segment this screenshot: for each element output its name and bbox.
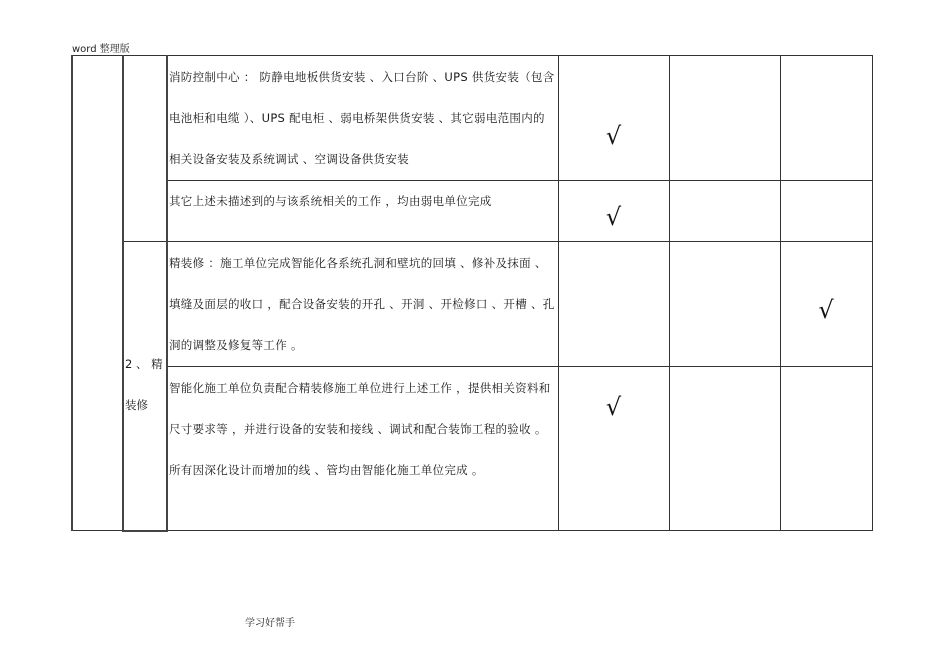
checkmark-icon: √ [818, 296, 834, 324]
row-3-col1-cell [558, 242, 669, 367]
table-row [72, 367, 872, 531]
row-4-col3-cell [780, 367, 872, 531]
row-3-col2-cell [669, 242, 780, 367]
row-1-col3-cell [780, 56, 872, 181]
outer-blank-cell [72, 56, 123, 531]
table-row [72, 56, 872, 181]
row-3-description [167, 242, 558, 367]
checkmark-icon: √ [605, 122, 622, 150]
table-row [72, 181, 872, 242]
row-2-col2-cell [669, 181, 780, 242]
table-row [72, 242, 872, 367]
row-2-col3-cell [780, 181, 872, 242]
row-4-col2-cell [669, 367, 780, 531]
row-3-col3-cell [780, 242, 872, 367]
row-2-col1-cell [558, 181, 669, 242]
row-4-description [167, 367, 558, 531]
category-label-line1: 2 、 精 [125, 357, 163, 371]
description-text: 精装修 ：施工单位完成智能化各系统孔洞和壁坑的回填 、修补及抹面 、填缝及面层的收口 ，配合设备安装的开孔 、开洞 、开检修口 、开槽 、孔洞的调整及修复等工作 。 [169, 256, 555, 352]
description-text: 其它上述未描述到的与该系统相关的工作 ，均由弱电单位完成 [169, 194, 492, 208]
checkmark-icon: √ [605, 203, 622, 231]
responsibility-table [71, 55, 873, 532]
row-4-col1-cell [558, 367, 669, 531]
row-1-col1-cell [558, 56, 669, 181]
category-cell-finishing [123, 242, 167, 531]
description-text: 消防控制中心 ： 防静电地板供货安装 、入口台阶 、UPS 供货安装（包含电池柜和电缆 ）、UPS 配电柜 、弱电桥架供货安装 、其它弱电范围内的相关设备安装及系统调试 、空调设备供货安装 [169, 70, 555, 166]
page-header: word 整理版 [72, 44, 130, 55]
page-footer: 学习好帮手 [245, 618, 295, 629]
category-label-line2: 装修 [125, 398, 148, 412]
row-2-description [167, 181, 558, 242]
description-text: 智能化施工单位负责配合精装修施工单位进行上述工作 ，提供相关资料和尺寸要求等 ，并进行设备的安装和接线 、调试和配合装饰工程的验收 。所有因深化设计而增加的线 、管均由智能化施工单位完成 。 [169, 381, 551, 477]
blank-category-cell [123, 56, 167, 242]
row-1-col2-cell [669, 56, 780, 181]
row-1-description [167, 56, 558, 181]
checkmark-icon: √ [605, 393, 622, 421]
